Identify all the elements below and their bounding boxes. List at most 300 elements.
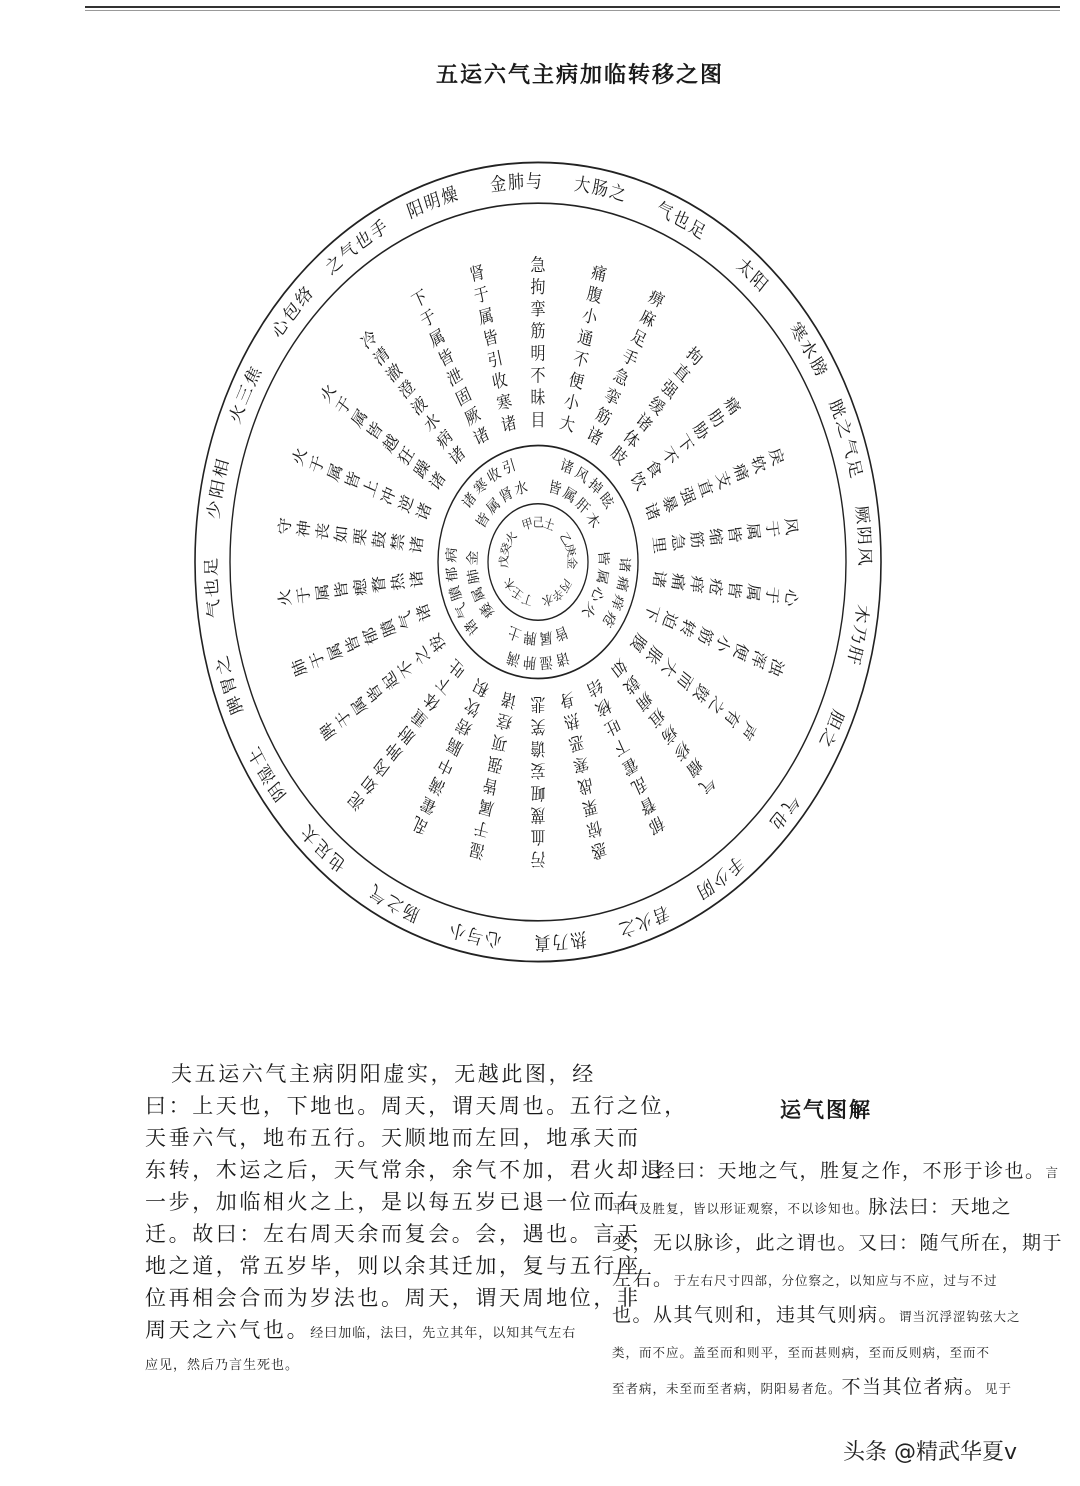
- middle-spoke-char: 属: [324, 460, 346, 485]
- middle-spoke-char: 浊: [765, 655, 788, 680]
- inner-ring-char: 诸: [616, 556, 632, 573]
- middle-spoke-char: 身: [557, 688, 577, 713]
- main-text: 不当其位者病。: [841, 1376, 986, 1398]
- middle-spoke-char: 于: [472, 283, 491, 308]
- core-segment: [520, 514, 556, 533]
- middle-spoke-char: 栗: [350, 526, 370, 547]
- middle-spoke-char: 如: [607, 654, 631, 682]
- middle-spoke-char: 属: [426, 325, 448, 352]
- outer-ring-segment-label: 阴湿土: [244, 740, 291, 805]
- middle-spoke-char: 皆: [725, 579, 745, 600]
- core-text: [497, 514, 580, 610]
- middle-spoke-char: 诸: [499, 411, 519, 436]
- middle-spoke-char: 目: [530, 409, 546, 431]
- inner-ring-char: 诸: [462, 615, 482, 638]
- outer-ring-segment-label: 气也足: [202, 555, 225, 620]
- inner-ring-char: 火: [578, 598, 599, 621]
- middle-spoke-char: 属: [347, 692, 371, 719]
- inner-ring-char: 引: [500, 456, 518, 479]
- outer-ring-segment-label: 胆之: [814, 706, 847, 754]
- middle-spoke-char: 属: [313, 582, 333, 603]
- inner-ring-char: 脾: [522, 627, 538, 647]
- main-text: 从其气则和，违其气则病。: [653, 1304, 900, 1326]
- middle-spoke-char: 诸: [407, 534, 427, 555]
- middle-spoke-char: 筋: [687, 529, 707, 550]
- middle-spoke-char: 霍: [417, 792, 440, 819]
- middle-spoke-char: 痛: [730, 460, 752, 485]
- middle-spoke-char: 下: [641, 600, 663, 625]
- text-line: [145, 1346, 595, 1378]
- middle-spoke-char: 属: [476, 795, 496, 820]
- middle-spoke-char: 疹: [670, 737, 694, 765]
- middle-spoke-char: 通: [576, 326, 595, 351]
- core-segment-label: 丙辛水: [540, 575, 574, 610]
- middle-spoke-char: 挛: [530, 299, 546, 320]
- core-segment: [557, 529, 579, 569]
- main-text: 脉法曰：天地之: [868, 1196, 1013, 1218]
- middle-spoke-char: 直: [670, 359, 694, 387]
- middle-spoke-char: 血: [530, 826, 546, 848]
- middle-spoke-char: 病: [433, 425, 456, 453]
- middle-spoke-char: 筋: [694, 624, 717, 648]
- middle-spoke-char: 于: [762, 585, 782, 605]
- inner-ring-char: 心: [587, 583, 607, 605]
- middle-spoke-char: 引: [485, 347, 505, 372]
- middle-spoke-char: 鼓: [689, 680, 713, 707]
- annotation-text: 谓当沉浮涩钩弦大之: [899, 1309, 1021, 1324]
- inner-ring-char: 气: [453, 599, 473, 622]
- middle-spoke-char: 妄: [530, 760, 546, 781]
- middle-spoke-char: 急: [668, 532, 688, 553]
- section-title: 运气图解: [780, 1097, 872, 1122]
- middle-spoke-char: 项: [490, 731, 510, 756]
- middle-spoke-char: 而: [673, 667, 697, 694]
- outer-ring-segment-label: 少阳相: [204, 454, 234, 521]
- middle-spoke-char: 气: [695, 770, 719, 798]
- middle-spoke-char: 腹: [626, 629, 650, 656]
- middle-spoke-char: 肾: [467, 261, 487, 286]
- middle-spoke-char: 小: [712, 632, 734, 656]
- middle-spoke-char: 越: [379, 430, 403, 457]
- middle-spoke-char: 属: [743, 521, 763, 542]
- middle-spoke-char: 痛: [589, 261, 609, 286]
- inner-ring-char: 木: [582, 509, 603, 532]
- middle-spoke-char: 挛: [601, 383, 624, 411]
- inner-ring-char: 病: [444, 546, 461, 564]
- middle-spoke-char: 属: [347, 405, 371, 432]
- middle-spoke-char: 饮: [626, 468, 650, 495]
- outer-ring-segment: [322, 215, 392, 279]
- text-line: 地之道，常五岁毕，则以余其迁加，复与五行座: [145, 1254, 641, 1278]
- middle-spoke-char: 属: [476, 304, 496, 329]
- middle-spoke-char: 诸: [499, 688, 519, 713]
- middle-spoke-char: 鼓: [620, 671, 643, 699]
- middle-spoke-char: 下: [673, 430, 697, 457]
- outer-ring-segment: [764, 789, 802, 835]
- middle-spoke-char: 清: [370, 342, 393, 370]
- middle-spoke-char: 强: [657, 375, 681, 403]
- text-line: 一步，加临相火之上，是以每五岁已退一位而右: [145, 1190, 641, 1214]
- outer-ring-segment: [366, 878, 423, 925]
- middle-spoke-char: 瘤: [683, 754, 706, 782]
- text-line: 东转，木运之后，天气常余，余气不加，君火却退: [145, 1158, 665, 1182]
- middle-spoke-char: 固: [452, 383, 475, 411]
- middle-spoke-char: 皆: [481, 773, 500, 798]
- middle-spoke-char: 于: [417, 305, 440, 332]
- middle-spoke-char: 手: [619, 344, 641, 371]
- middle-spoke-char: 之: [410, 642, 434, 669]
- outer-ring-segment: [269, 281, 318, 342]
- outer-ring-segment-label: 肠之气: [365, 878, 423, 926]
- middle-spoke-char: 于: [306, 647, 329, 672]
- middle-spoke-char: 澄: [395, 375, 419, 403]
- middle-spoke-char: 肢: [607, 442, 631, 470]
- outer-ring-segment-label: 厥阴风: [851, 504, 874, 569]
- middle-spoke-char: 丧: [313, 521, 333, 542]
- middle-spoke-char: 鼓: [369, 529, 389, 550]
- middle-spoke-char: 迫: [658, 608, 681, 633]
- inner-ring-char: 诸: [554, 647, 571, 669]
- text-line: [612, 1153, 1067, 1189]
- middle-spoke-char: 肺: [288, 655, 311, 680]
- outer-ring-segment-label: 木乃肝: [842, 603, 872, 669]
- middle-spoke-char: 战: [576, 773, 595, 798]
- middle-spoke-char: 大: [658, 654, 682, 681]
- inner-ring-char: 皆: [595, 550, 611, 567]
- middle-spoke-char: 诸: [649, 569, 669, 590]
- annotation-text: 言: [1045, 1165, 1060, 1180]
- middle-spoke-char: 属: [324, 639, 346, 664]
- inner-ring-char: 寒: [471, 475, 491, 499]
- inner-ring-char: 风: [572, 464, 591, 487]
- text-line: [612, 1189, 1067, 1225]
- outer-ring-segment: [573, 174, 630, 207]
- outer-ring-segment: [653, 198, 710, 245]
- middle-spoke-char: 皆: [342, 468, 364, 492]
- middle-spoke-char: 暴: [658, 491, 681, 516]
- main-text: 变，无以脉诊，此之谓也。又曰：随气所在，期于: [612, 1232, 1064, 1254]
- middle-spoke-char: 皆: [725, 524, 745, 545]
- outer-ring-segment: [489, 171, 544, 197]
- middle-spoke-char: 急: [610, 364, 632, 391]
- middle-spoke-char: 乱: [628, 772, 650, 799]
- middle-spoke-char: 筋: [530, 321, 546, 342]
- middle-spoke-char: 火: [316, 380, 340, 407]
- main-text: 周天之六气也。: [145, 1318, 311, 1342]
- middle-spoke-char: 瞀: [636, 792, 659, 819]
- middle-spoke-char: 下: [610, 733, 632, 760]
- middle-spoke-char: 便: [566, 368, 586, 393]
- outer-ring-segment-label: 心包络: [268, 281, 319, 343]
- middle-spoke-char: 火: [275, 587, 295, 608]
- middle-spoke-char: 膈: [444, 733, 466, 760]
- middle-spoke-char: 皆: [331, 579, 351, 600]
- outer-ring-segment-label: 脾胃之: [212, 651, 248, 718]
- middle-spoke-char: 惑: [589, 838, 609, 863]
- outer-ring-segment-label: 太阳: [732, 254, 773, 299]
- annotation-text: 经曰加临，法曰，先立其年，以知其气左右: [310, 1326, 577, 1341]
- outer-ring-segment-label: 阳明燥: [404, 182, 462, 224]
- outer-ring-segment-label: 热乃真: [532, 927, 588, 953]
- middle-spoke-char: 于: [762, 519, 782, 539]
- core-segment-label: 戊癸火: [497, 528, 520, 569]
- middle-spoke-char: 转: [676, 616, 699, 640]
- core-segment-label: 丁壬木: [501, 574, 535, 609]
- main-text: 左右。: [612, 1268, 674, 1290]
- outer-ring-segment: [692, 851, 747, 904]
- page-title: 五运六气主病加临转移之图: [435, 62, 724, 88]
- middle-spoke-char: 神: [294, 519, 314, 539]
- middle-spoke-char: 缩: [706, 526, 726, 547]
- outer-ring-segment: [843, 603, 872, 669]
- middle-spoke-char: 狂: [394, 443, 418, 470]
- middle-spoke-char: 不: [571, 347, 591, 372]
- middle-spoke-char: 吐: [445, 654, 469, 682]
- inner-ring-char: 肿: [522, 652, 537, 671]
- middle-spoke-char: 体: [620, 425, 643, 453]
- text-line: [612, 1225, 1067, 1261]
- middle-spoke-char: 热: [562, 709, 582, 734]
- outer-ring-segment-label: 君火之: [614, 900, 672, 941]
- text-line: [612, 1297, 1067, 1333]
- outer-ring-segment-label: 心与小: [446, 916, 503, 951]
- annotation-text: 平气及胜复，皆以形证观察，不以诊知也。: [612, 1201, 869, 1216]
- middle-spoke-char: 诸: [426, 468, 450, 495]
- annotation-text: 于左右尺寸四部，分位察之，以知应与不应，过与不过: [673, 1273, 998, 1288]
- core-segment: [541, 576, 574, 610]
- middle-spoke-char: 泥: [344, 787, 368, 815]
- inner-ring-char: 属: [538, 627, 554, 647]
- middle-spoke-char: 衄: [530, 782, 546, 803]
- middle-spoke-char: 禁: [388, 532, 408, 553]
- inner-ring-char: 疮: [599, 607, 619, 630]
- outer-ring-segment-label: 手少阴: [691, 850, 747, 904]
- core-segment-label: 乙庚金: [557, 529, 579, 570]
- middle-spoke-char: 心: [781, 587, 801, 608]
- middle-spoke-char: 麻: [636, 305, 659, 332]
- middle-spoke-char: 诸: [641, 499, 663, 524]
- inner-ring-char: 眩: [596, 489, 617, 513]
- outer-ring-segment: [297, 818, 350, 876]
- middle-spoke-char: 乱: [408, 811, 431, 839]
- middle-spoke-char: 浑: [747, 647, 770, 672]
- inner-ring-char: 膹: [447, 583, 466, 603]
- middle-spoke-char: 痛: [720, 392, 744, 419]
- middle-spoke-char: 冲: [377, 484, 400, 508]
- core-segment: [501, 575, 535, 609]
- middle-spoke-char: 于: [294, 585, 314, 605]
- outer-ring-segment: [733, 254, 772, 298]
- outer-ring-segment-label: 金肺与: [489, 171, 545, 197]
- middle-spoke-char: 气: [395, 608, 418, 633]
- middle-spoke-char: 痹: [645, 285, 668, 313]
- middle-spoke-char: 结: [583, 674, 606, 701]
- middle-spoke-char: 下: [433, 671, 456, 699]
- middle-spoke-char: 吐: [601, 713, 624, 741]
- middle-spoke-char: 诸: [632, 409, 656, 436]
- text-line: 夫五运六气主病阴阳虚实，无越此图，经: [171, 1062, 596, 1086]
- middle-spoke-char: 寒: [571, 752, 591, 777]
- right-text-column: [612, 1153, 1067, 1405]
- middle-spoke-char: 躁: [410, 455, 434, 482]
- outer-ring-segment-label: 气也足: [653, 198, 710, 246]
- middle-spoke-char: 如: [331, 524, 351, 545]
- outer-ring-segment-label: 火三焦: [226, 361, 267, 427]
- inner-ring-char: 痿: [477, 598, 498, 621]
- middle-spoke-char: 痛: [668, 571, 688, 592]
- middle-spoke-char: 皆: [481, 326, 500, 351]
- text-line: [612, 1261, 1067, 1297]
- middle-spoke-char: 皆: [363, 680, 387, 707]
- inner-ring-char: 痛: [613, 574, 631, 593]
- middle-spoke-char: 于: [306, 452, 329, 477]
- middle-spoke-char: 不: [658, 443, 682, 470]
- middle-spoke-char: 霍: [619, 753, 641, 780]
- inner-ring-text: [444, 456, 632, 671]
- middle-spoke-char: 膹: [377, 616, 400, 640]
- middle-spoke-char: 冷: [357, 326, 381, 354]
- main-text: 也。: [612, 1304, 654, 1326]
- annotation-text: 见于: [985, 1381, 1013, 1396]
- outer-ring-segment: [203, 555, 225, 619]
- middle-spoke-char: 如: [357, 770, 381, 798]
- middle-spoke-char: 郁: [645, 811, 668, 839]
- middle-spoke-char: 中: [435, 753, 457, 780]
- inner-ring-char: 掉: [585, 475, 605, 499]
- inner-ring-char: 收: [485, 464, 504, 487]
- middle-spoke-char: 强: [485, 752, 505, 777]
- outer-ring-segment-label: 寒水膀: [785, 318, 831, 383]
- middle-spoke-char: 拘: [683, 342, 706, 370]
- text-line: 位再相会合而为岁法也。周天，谓天周地位，非: [145, 1286, 641, 1310]
- middle-spoke-char: 胀: [642, 642, 666, 669]
- middle-spoke-char: 寒: [494, 390, 514, 415]
- outer-ring-segment: [226, 361, 266, 427]
- middle-spoke-char: 食: [642, 455, 666, 482]
- middle-spoke-char: 逆: [395, 491, 418, 516]
- middle-spoke-char: 收: [490, 368, 510, 393]
- middle-spoke-char: 蔑: [530, 804, 546, 825]
- text-line: 曰：上天也，下地也。周天，谓天周也。五行之位，: [145, 1094, 688, 1118]
- middle-spoke-char: 疡: [657, 721, 681, 749]
- middle-spoke-char: 湿: [467, 838, 487, 863]
- middle-spoke-char: 诸: [413, 499, 435, 524]
- middle-spoke-char: 于: [332, 392, 356, 419]
- core-segment-label: 甲己土: [520, 514, 557, 534]
- annotation-text: 应见，然后乃言生死也。: [145, 1358, 300, 1373]
- middle-spoke-char: 诸: [583, 423, 606, 450]
- inner-ring-char: 皆: [546, 478, 563, 500]
- middle-spoke-char: 诸: [413, 600, 435, 625]
- core-segment: [497, 527, 520, 568]
- middle-spoke-char: 疽: [645, 704, 669, 732]
- middle-spoke-char: 不: [394, 654, 418, 681]
- inner-ring-char: 皆: [552, 621, 571, 644]
- middle-spoke-char: 液: [407, 392, 431, 420]
- inner-ring-char: 湿: [539, 652, 554, 671]
- middle-spoke-char: 按: [426, 629, 450, 656]
- middle-spoke-char: 软: [747, 452, 770, 477]
- middle-spoke-char: 疮: [706, 577, 726, 598]
- outer-ring-segment: [786, 319, 831, 383]
- middle-spoke-char: 体: [420, 688, 444, 715]
- inner-ring-char: 金: [465, 550, 481, 567]
- middle-spoke-char: 痒: [687, 574, 707, 595]
- middle-spoke-char: 惊: [585, 816, 604, 841]
- middle-spoke-char: 昧: [530, 387, 546, 408]
- outer-ring-segment-label: 也足太: [297, 818, 350, 876]
- middle-spoke-char: 风: [781, 516, 801, 537]
- middle-spoke-char: 守: [275, 516, 295, 537]
- middle-spoke-char: 皆: [342, 632, 364, 656]
- middle-spoke-char: 强: [676, 484, 699, 508]
- inner-ring-char: 肺: [465, 567, 483, 586]
- middle-spoke-char: 火: [288, 444, 311, 469]
- middle-spoke-char: 支: [712, 468, 734, 492]
- middle-spoke-char: 胁: [689, 417, 713, 444]
- middle-spoke-char: 热: [388, 571, 408, 592]
- middle-spoke-char: 恶: [566, 731, 586, 756]
- middle-spoke-char: 积: [470, 674, 493, 701]
- middle-spoke-char: 里: [649, 534, 669, 555]
- middle-spoke-char: 肿: [382, 737, 406, 765]
- middle-spoke-char: 肉: [370, 754, 393, 782]
- middle-spoke-char: 直: [694, 476, 717, 500]
- middle-spoke-char: 胕: [395, 721, 419, 749]
- middle-spoke-char: 满: [426, 772, 448, 799]
- middle-ring-spokes: [275, 255, 800, 870]
- outer-ring-segment: [532, 927, 587, 953]
- middle-spoke-char: 污: [530, 848, 546, 870]
- middle-spoke-char: 痈: [632, 688, 656, 715]
- left-text-column: [145, 1058, 688, 1378]
- middle-spoke-char: 便: [730, 639, 752, 664]
- middle-spoke-char: 小: [580, 304, 600, 329]
- middle-spoke-char: 皆: [363, 417, 387, 444]
- middle-spoke-char: 皆: [435, 344, 457, 371]
- middle-spoke-char: 郁: [359, 624, 382, 648]
- outer-ring-segment: [825, 396, 866, 482]
- text-line: [612, 1333, 1067, 1369]
- outer-ring-segment: [205, 455, 234, 521]
- middle-spoke-char: 泄: [444, 364, 466, 391]
- middle-spoke-char: 痞: [452, 713, 475, 741]
- inner-ring-char: 属: [469, 583, 489, 605]
- inner-ring-char: 属: [560, 484, 579, 507]
- middle-spoke-char: 腹: [585, 283, 604, 308]
- inner-ring-char: 水: [513, 478, 530, 500]
- middle-spoke-char: 核: [592, 694, 615, 721]
- middle-spoke-char: 缓: [645, 392, 669, 420]
- middle-spoke-char: 诸: [445, 442, 469, 470]
- middle-spoke-char: 于: [332, 705, 356, 732]
- middle-spoke-char: 肋: [705, 405, 729, 432]
- middle-spoke-char: 拘: [530, 276, 546, 298]
- inner-ring-char: 肾: [497, 484, 516, 507]
- annotation-text: 至者病，未至而至者病，阴阳易者危。: [612, 1381, 842, 1396]
- middle-spoke-char: 悲: [530, 693, 546, 715]
- inner-ring-char: 诸: [558, 456, 576, 479]
- text-line: 迁。故曰：左右周天余而复会。会，遇也。言天: [145, 1222, 641, 1246]
- outer-ring-segment-label: 气也: [764, 789, 802, 835]
- text-line: 天垂六气，地布五行。天顺地而左回，地承天而: [145, 1126, 641, 1150]
- middle-spoke-char: 笑: [530, 716, 546, 737]
- annotation-text: 类，而不应。盖至而和则平，至而甚则病，至而反则病，至而不: [612, 1345, 991, 1360]
- inner-ring-char: 皆: [473, 509, 494, 532]
- inner-ring-char: 属: [483, 495, 504, 519]
- outer-ring-segment: [446, 917, 503, 950]
- middle-spoke-char: 脾: [316, 717, 340, 744]
